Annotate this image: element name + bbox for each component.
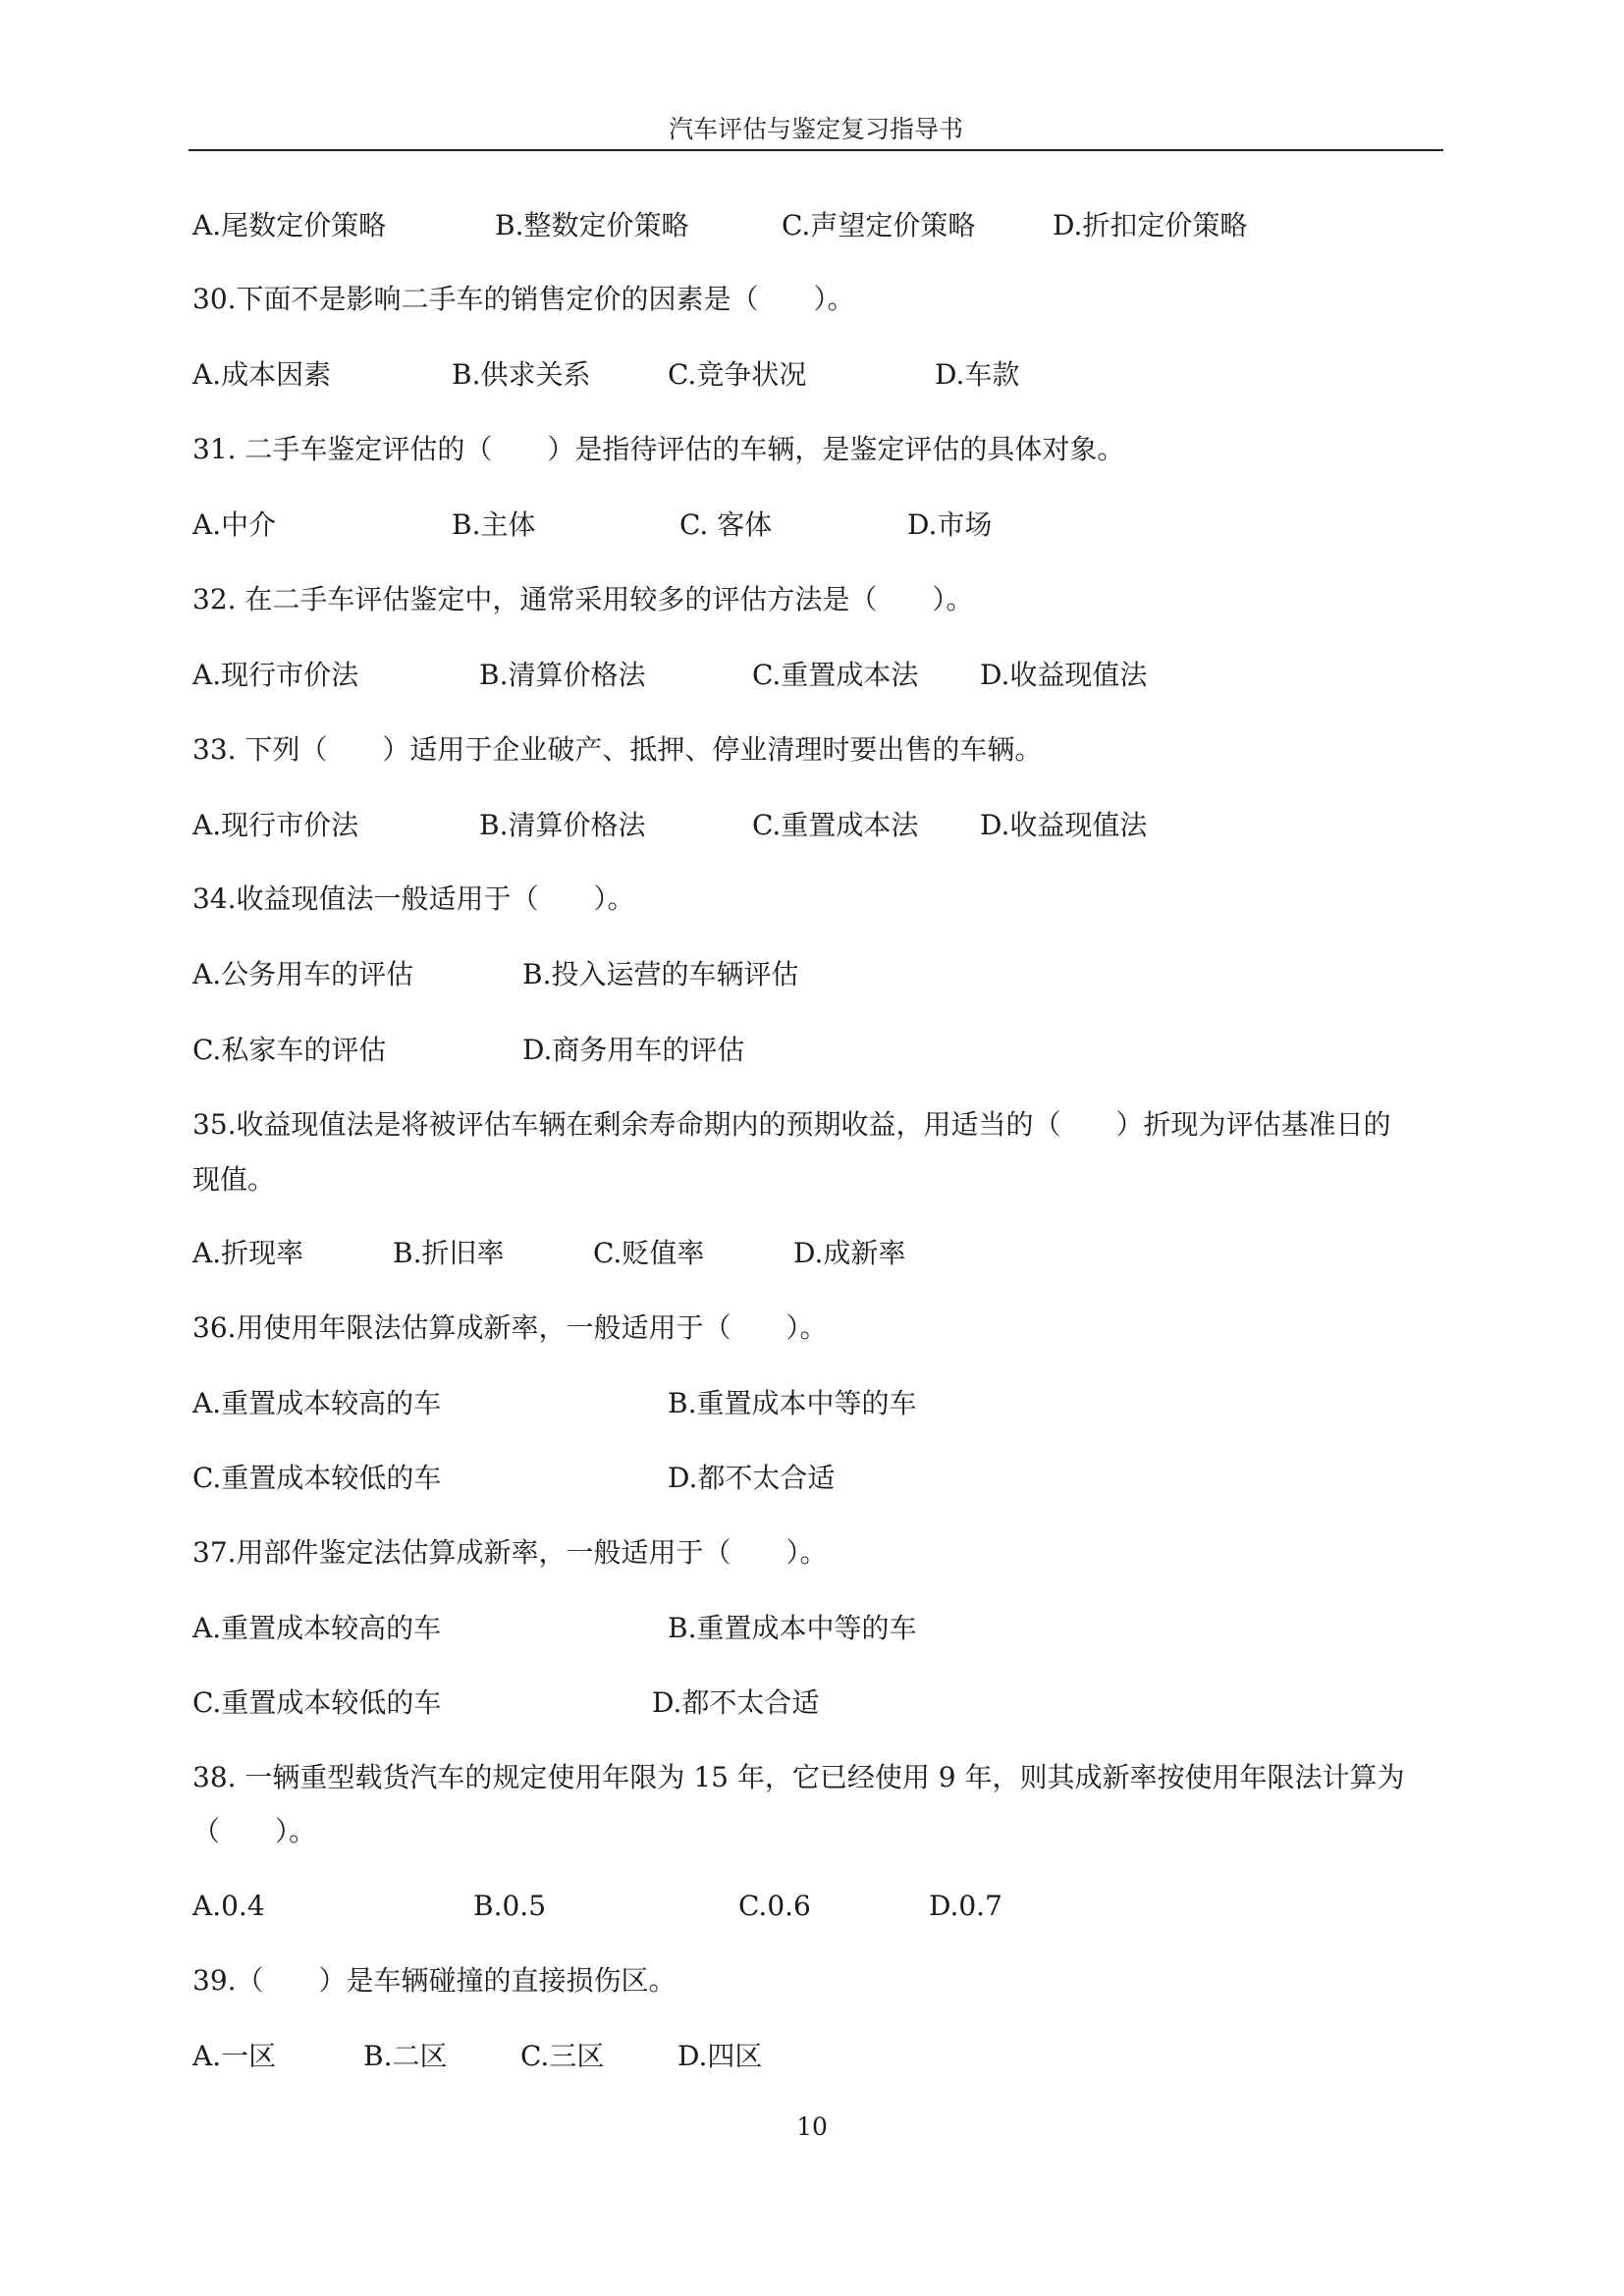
q32-option-b: B.清算价格法 bbox=[479, 659, 646, 691]
q29-option-b: B.整数定价策略 bbox=[495, 209, 689, 241]
q35-option-b: B.折旧率 bbox=[393, 1237, 505, 1269]
q32-stem: 32. 在二手车评估鉴定中，通常采用较多的评估方法是（ ）。 bbox=[192, 583, 974, 615]
q36-option-a: A.重置成本较高的车 bbox=[192, 1387, 442, 1419]
q38-option-a: A.0.4 bbox=[192, 1890, 265, 1922]
q37-option-c: C.重置成本较低的车 bbox=[192, 1686, 442, 1719]
q35-option-c: C.贬值率 bbox=[593, 1237, 705, 1269]
q37-stem: 37.用部件鉴定法估算成新率，一般适用于（ ）。 bbox=[192, 1536, 828, 1569]
q35-stem-line2: 现值。 bbox=[192, 1163, 276, 1196]
q33-option-a: A.现行市价法 bbox=[192, 809, 359, 841]
q38-option-b: B.0.5 bbox=[473, 1890, 547, 1922]
q32-option-d: D.收益现值法 bbox=[980, 659, 1148, 691]
q38-stem-line1: 38. 一辆重型载货汽车的规定使用年限为 15 年，它已经使用 9 年，则其成新率按使用年限法计算为 bbox=[192, 1761, 1405, 1793]
q34-option-a: A.公务用车的评估 bbox=[192, 958, 414, 990]
q33-option-b: B.清算价格法 bbox=[479, 809, 646, 841]
q29-option-d: D.折扣定价策略 bbox=[1053, 209, 1248, 241]
q35-stem-line1: 35.收益现值法是将被评估车辆在剩余寿命期内的预期收益，用适当的（ ）折现为评估基准日的 bbox=[192, 1108, 1391, 1141]
q32-option-a: A.现行市价法 bbox=[192, 659, 359, 691]
q31-option-a: A.中介 bbox=[192, 508, 277, 541]
q35-option-a: A.折现率 bbox=[192, 1237, 304, 1269]
q36-option-c: C.重置成本较低的车 bbox=[192, 1462, 442, 1494]
q30-option-c: C.竞争状况 bbox=[668, 358, 807, 391]
q34-option-d: D.商务用车的评估 bbox=[522, 1034, 745, 1066]
q39-option-b: B.二区 bbox=[363, 2040, 448, 2072]
q33-option-d: D.收益现值法 bbox=[980, 809, 1148, 841]
q38-stem-line2: （ ）。 bbox=[192, 1815, 317, 1847]
q37-option-b: B.重置成本中等的车 bbox=[668, 1612, 917, 1644]
page-number: 10 bbox=[796, 2112, 828, 2141]
q34-stem: 34.收益现值法一般适用于（ ）。 bbox=[192, 882, 635, 915]
q30-option-b: B.供求关系 bbox=[452, 358, 591, 391]
header-title: 汽车评估与鉴定复习指导书 bbox=[668, 115, 963, 143]
q34-option-c: C.私家车的评估 bbox=[192, 1034, 387, 1066]
q39-stem: 39.（ ）是车辆碰撞的直接损伤区。 bbox=[192, 1964, 677, 1997]
q36-option-d: D.都不太合适 bbox=[668, 1462, 836, 1494]
header-rule bbox=[189, 149, 1443, 151]
q35-option-d: D.成新率 bbox=[793, 1237, 906, 1269]
q30-option-d: D.车款 bbox=[935, 358, 1020, 391]
q33-option-c: C.重置成本法 bbox=[752, 809, 919, 841]
q39-option-a: A.一区 bbox=[192, 2040, 277, 2072]
q38-option-d: D.0.7 bbox=[929, 1890, 1002, 1922]
q37-option-d: D.都不太合适 bbox=[652, 1686, 820, 1719]
q31-option-c: C. 客体 bbox=[679, 508, 773, 541]
q30-option-a: A.成本因素 bbox=[192, 358, 332, 391]
q29-option-a: A.尾数定价策略 bbox=[192, 209, 387, 241]
q33-stem: 33. 下列（ ）适用于企业破产、抵押、停业清理时要出售的车辆。 bbox=[192, 733, 1043, 766]
q31-option-d: D.市场 bbox=[907, 508, 993, 541]
q31-option-b: B.主体 bbox=[452, 508, 536, 541]
q39-option-d: D.四区 bbox=[677, 2040, 763, 2072]
q30-stem: 30.下面不是影响二手车的销售定价的因素是（ ）。 bbox=[192, 283, 855, 315]
q36-option-b: B.重置成本中等的车 bbox=[668, 1387, 917, 1419]
q29-option-c: C.声望定价策略 bbox=[782, 209, 976, 241]
q34-option-b: B.投入运营的车辆评估 bbox=[522, 958, 799, 990]
q32-option-c: C.重置成本法 bbox=[752, 659, 919, 691]
q31-stem: 31. 二手车鉴定评估的（ ）是指待评估的车辆，是鉴定评估的具体对象。 bbox=[192, 433, 1125, 465]
q38-option-c: C.0.6 bbox=[738, 1890, 811, 1922]
q39-option-c: C.三区 bbox=[520, 2040, 605, 2072]
q36-stem: 36.用使用年限法估算成新率，一般适用于（ ）。 bbox=[192, 1311, 828, 1344]
q37-option-a: A.重置成本较高的车 bbox=[192, 1612, 442, 1644]
